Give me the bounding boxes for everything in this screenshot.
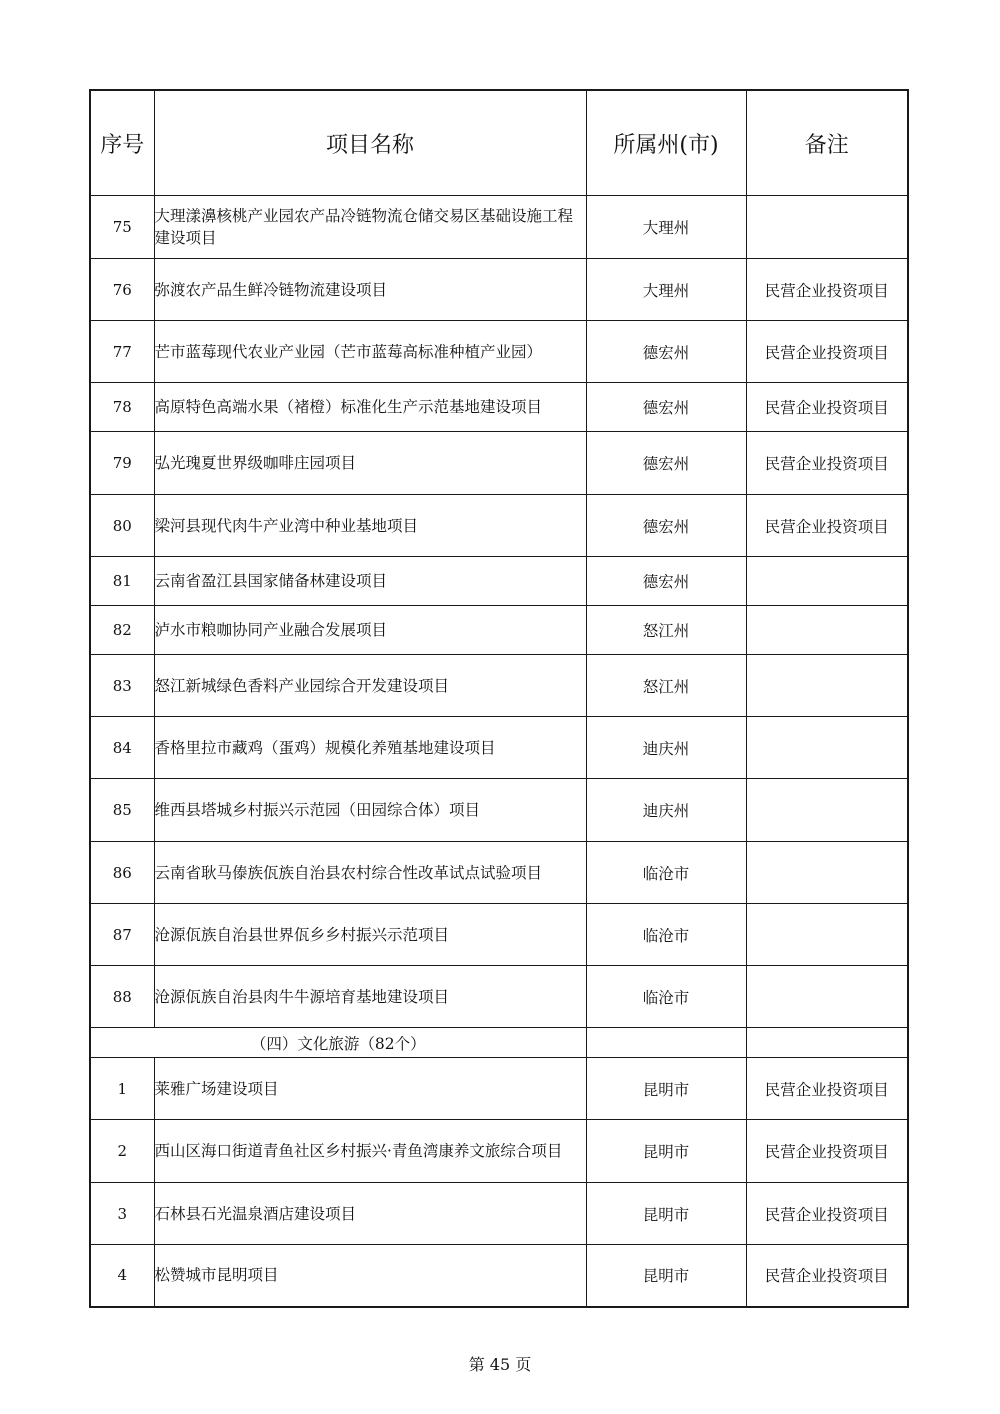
row-no: 78 — [90, 383, 154, 432]
row-city: 德宏州 — [586, 321, 746, 383]
table-row — [90, 842, 908, 904]
row-note: 民营企业投资项目 — [746, 383, 908, 432]
row-no: 79 — [90, 432, 154, 495]
project-table — [89, 89, 909, 1308]
table-row — [90, 495, 908, 557]
row-no: 75 — [90, 196, 154, 259]
row-name: 芒市蓝莓现代农业产业园（芒市蓝莓高标准种植产业园） — [154, 321, 586, 383]
table-row — [90, 1058, 908, 1120]
row-note: 民营企业投资项目 — [746, 321, 908, 383]
table-row — [90, 196, 908, 259]
row-city: 德宏州 — [586, 432, 746, 495]
row-no: 88 — [90, 966, 154, 1028]
row-note — [746, 606, 908, 655]
row-city: 临沧市 — [586, 966, 746, 1028]
table-row — [90, 779, 908, 842]
row-name: 西山区海口街道青鱼社区乡村振兴·青鱼湾康养文旅综合项目 — [154, 1120, 586, 1183]
row-name: 弘光瑰夏世界级咖啡庄园项目 — [154, 432, 586, 495]
row-note: 民营企业投资项目 — [746, 1245, 908, 1307]
table-row — [90, 717, 908, 779]
row-city: 德宏州 — [586, 557, 746, 606]
row-name: 松赞城市昆明项目 — [154, 1245, 586, 1307]
row-city: 大理州 — [586, 196, 746, 259]
row-note: 民营企业投资项目 — [746, 432, 908, 495]
row-note: 民营企业投资项目 — [746, 259, 908, 321]
row-name: 云南省盈江县国家储备林建设项目 — [154, 557, 586, 606]
row-name: 沧源佤族自治县肉牛牛源培育基地建设项目 — [154, 966, 586, 1028]
row-city: 昆明市 — [586, 1120, 746, 1183]
table-row — [90, 557, 908, 606]
header-note: 备注 — [746, 90, 908, 196]
row-no: 76 — [90, 259, 154, 321]
row-name: 香格里拉市藏鸡（蛋鸡）规模化养殖基地建设项目 — [154, 717, 586, 779]
row-no: 4 — [90, 1245, 154, 1307]
row-name: 泸水市粮咖协同产业融合发展项目 — [154, 606, 586, 655]
row-no: 77 — [90, 321, 154, 383]
table-row — [90, 655, 908, 717]
row-city: 怒江州 — [586, 655, 746, 717]
header-no: 序号 — [90, 90, 154, 196]
section-row — [90, 1028, 908, 1058]
row-city: 迪庆州 — [586, 779, 746, 842]
row-note — [746, 717, 908, 779]
table-row — [90, 432, 908, 495]
row-name: 莱雅广场建设项目 — [154, 1058, 586, 1120]
row-no: 87 — [90, 904, 154, 966]
row-name: 沧源佤族自治县世界佤乡乡村振兴示范项目 — [154, 904, 586, 966]
header-city: 所属州(市) — [586, 90, 746, 196]
row-no: 85 — [90, 779, 154, 842]
row-name: 高原特色高端水果（褚橙）标准化生产示范基地建设项目 — [154, 383, 586, 432]
row-no: 82 — [90, 606, 154, 655]
row-city: 迪庆州 — [586, 717, 746, 779]
header-name: 项目名称 — [154, 90, 586, 196]
row-note — [746, 557, 908, 606]
row-no: 84 — [90, 717, 154, 779]
table-row — [90, 966, 908, 1028]
row-city: 临沧市 — [586, 904, 746, 966]
table-row — [90, 1120, 908, 1183]
table-row — [90, 1245, 908, 1307]
table-row — [90, 383, 908, 432]
row-city: 昆明市 — [586, 1245, 746, 1307]
row-no: 80 — [90, 495, 154, 557]
table-row — [90, 606, 908, 655]
row-note — [746, 655, 908, 717]
row-no: 83 — [90, 655, 154, 717]
section-city-cell — [586, 1028, 746, 1058]
row-no: 81 — [90, 557, 154, 606]
row-name: 怒江新城绿色香料产业园综合开发建设项目 — [154, 655, 586, 717]
row-note — [746, 904, 908, 966]
row-name: 梁河县现代肉牛产业湾中种业基地项目 — [154, 495, 586, 557]
row-note — [746, 779, 908, 842]
row-no: 3 — [90, 1183, 154, 1245]
row-no: 2 — [90, 1120, 154, 1183]
row-note — [746, 966, 908, 1028]
row-note: 民营企业投资项目 — [746, 1120, 908, 1183]
page-number: 第 45 页 — [468, 1355, 532, 1374]
table-row — [90, 904, 908, 966]
row-note: 民营企业投资项目 — [746, 1183, 908, 1245]
row-name: 云南省耿马傣族佤族自治县农村综合性改革试点试验项目 — [154, 842, 586, 904]
row-note — [746, 196, 908, 259]
row-city: 昆明市 — [586, 1183, 746, 1245]
row-name: 维西县塔城乡村振兴示范园（田园综合体）项目 — [154, 779, 586, 842]
table-row — [90, 321, 908, 383]
row-city: 德宏州 — [586, 383, 746, 432]
row-name: 石林县石光温泉酒店建设项目 — [154, 1183, 586, 1245]
table-row — [90, 1183, 908, 1245]
row-note — [746, 842, 908, 904]
row-name: 弥渡农产品生鲜冷链物流建设项目 — [154, 259, 586, 321]
row-no: 1 — [90, 1058, 154, 1120]
table-row — [90, 259, 908, 321]
row-no: 86 — [90, 842, 154, 904]
row-city: 怒江州 — [586, 606, 746, 655]
row-city: 昆明市 — [586, 1058, 746, 1120]
table-header-row — [90, 90, 908, 196]
row-note: 民营企业投资项目 — [746, 1058, 908, 1120]
section-heading: （四）文化旅游（82个） — [90, 1028, 586, 1058]
row-note: 民营企业投资项目 — [746, 495, 908, 557]
row-city: 临沧市 — [586, 842, 746, 904]
row-city: 德宏州 — [586, 495, 746, 557]
section-note-cell — [746, 1028, 908, 1058]
row-name: 大理漾濞核桃产业园农产品冷链物流仓储交易区基础设施工程建设项目 — [154, 196, 586, 259]
row-city: 大理州 — [586, 259, 746, 321]
